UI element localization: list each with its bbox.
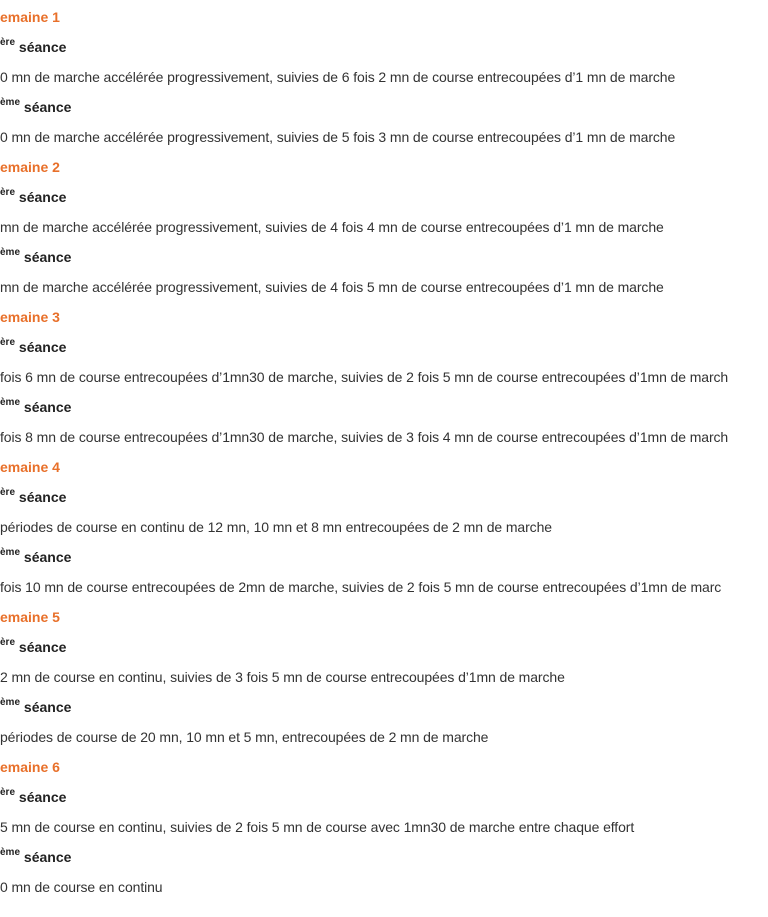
week-1-session-1-description: 0 mn de marche accélérée progressivement, suivies de 6 fois 2 mn de course entrecoupées d’1 mn de marche xyxy=(0,69,676,85)
week-6-heading: emaine 6 xyxy=(0,759,60,775)
ordinal-suffix: ème xyxy=(0,697,21,709)
week-3-session-1-label xyxy=(0,337,768,367)
week-6-session-1-description: 5 mn de course en continu, suivies de 2 fois 5 mn de course avec 1mn30 de marche entre chaque effort xyxy=(0,819,635,835)
week-6-session-1-label xyxy=(0,787,768,817)
session-word: séance xyxy=(23,99,72,115)
week-2-session-2-label xyxy=(0,247,768,277)
week-5-session-2-label xyxy=(0,697,768,727)
week-4-heading: emaine 4 xyxy=(0,459,60,475)
ordinal-suffix: ème xyxy=(0,847,21,859)
week-5-heading: emaine 5 xyxy=(0,609,60,625)
week-3-session-1-description: fois 6 mn de course entrecoupées d’1mn30 de marche, suivies de 2 fois 5 mn de course entrecoupées d’1mn de march xyxy=(0,369,729,385)
ordinal-suffix: ère xyxy=(0,337,16,349)
week-1-session-1-label xyxy=(0,37,768,67)
ordinal-suffix: ème xyxy=(0,547,21,559)
week-5-session-1-label xyxy=(0,637,768,667)
week-4-session-2-description: fois 10 mn de course entrecoupées de 2mn de marche, suivies de 2 fois 5 mn de course entrecoupées d’1mn de marc xyxy=(0,579,722,595)
session-word: séance xyxy=(18,489,67,505)
week-6-session-2-description: 0 mn de course en continu xyxy=(0,879,163,895)
week-1-session-2-description: 0 mn de marche accélérée progressivement, suivies de 5 fois 3 mn de course entrecoupées d’1 mn de marche xyxy=(0,129,676,145)
ordinal-suffix: ème xyxy=(0,397,21,409)
week-4-session-1-description: périodes de course en continu de 12 mn, 10 mn et 8 mn entrecoupées de 2 mn de marche xyxy=(0,519,552,535)
ordinal-suffix: ère xyxy=(0,487,16,499)
week-3-session-2-description: fois 8 mn de course entrecoupées d’1mn30 de marche, suivies de 3 fois 4 mn de course entrecoupées d’1mn de march xyxy=(0,429,729,445)
week-3-heading: emaine 3 xyxy=(0,309,60,325)
week-1-session-2-label xyxy=(0,97,768,127)
session-word: séance xyxy=(18,39,67,55)
session-word: séance xyxy=(18,639,67,655)
week-6-session-2-label xyxy=(0,847,768,877)
week-2-session-2-description: mn de marche accélérée progressivement, suivies de 4 fois 5 mn de course entrecoupées d’1 mn de marche xyxy=(0,279,664,295)
ordinal-suffix: ème xyxy=(0,247,21,259)
week-3-session-2-label xyxy=(0,397,768,427)
week-2-session-1-label xyxy=(0,187,768,217)
week-2-session-1-description: mn de marche accélérée progressivement, suivies de 4 fois 4 mn de course entrecoupées d’1 mn de marche xyxy=(0,219,664,235)
ordinal-suffix: ère xyxy=(0,187,16,199)
training-plan xyxy=(0,7,768,907)
session-word: séance xyxy=(18,189,67,205)
week-5-session-2-description: périodes de course de 20 mn, 10 mn et 5 mn, entrecoupées de 2 mn de marche xyxy=(0,729,489,745)
session-word: séance xyxy=(23,549,72,565)
session-word: séance xyxy=(23,699,72,715)
session-word: séance xyxy=(18,339,67,355)
session-word: séance xyxy=(23,849,72,865)
ordinal-suffix: ère xyxy=(0,637,16,649)
week-4-session-2-label xyxy=(0,547,768,577)
week-4-session-1-label xyxy=(0,487,768,517)
week-1-heading: emaine 1 xyxy=(0,9,60,25)
session-word: séance xyxy=(23,399,72,415)
session-word: séance xyxy=(18,789,67,805)
ordinal-suffix: ère xyxy=(0,787,16,799)
session-word: séance xyxy=(23,249,72,265)
ordinal-suffix: ère xyxy=(0,37,16,49)
ordinal-suffix: ème xyxy=(0,97,21,109)
week-5-session-1-description: 2 mn de course en continu, suivies de 3 fois 5 mn de course entrecoupées d’1mn de marche xyxy=(0,669,565,685)
week-2-heading: emaine 2 xyxy=(0,159,60,175)
